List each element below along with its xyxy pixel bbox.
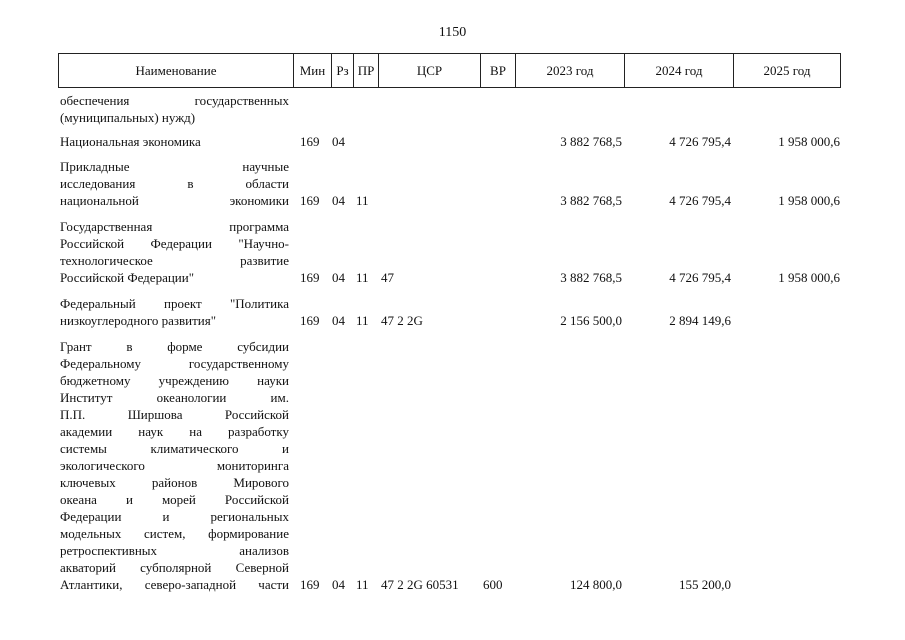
header-min: Мин [294, 54, 332, 87]
cell-2023: 2 156 500,0 [560, 313, 622, 328]
cell-min: 169 [300, 270, 320, 285]
row-name: Национальная экономика [60, 134, 201, 149]
cell-2023: 3 882 768,5 [560, 193, 622, 208]
cell-min: 169 [300, 577, 320, 592]
cell-min: 169 [300, 313, 320, 328]
header-2024: 2024 год [625, 54, 734, 87]
cell-min: 169 [300, 134, 320, 149]
cell-2023: 3 882 768,5 [560, 270, 622, 285]
cell-rz: 04 [332, 134, 345, 149]
cell-2025: 1 958 000,6 [778, 134, 840, 149]
cell-pr: 11 [356, 313, 369, 328]
header-vr: ВР [481, 54, 516, 87]
header-2023: 2023 год [516, 54, 625, 87]
cell-2023: 124 800,0 [570, 577, 622, 592]
cell-2024: 4 726 795,4 [669, 270, 731, 285]
header-csr: ЦСР [379, 54, 481, 87]
table-header [58, 53, 841, 88]
cell-csr: 47 2 2G [381, 313, 423, 328]
header-pr: ПР [354, 54, 379, 87]
header-2025: 2025 год [763, 62, 811, 78]
header-rz: Рз [332, 54, 354, 87]
cell-2023: 3 882 768,5 [560, 134, 622, 149]
cell-2025: 1 958 000,6 [778, 193, 840, 208]
page-number: 1150 [438, 25, 467, 40]
cell-rz: 04 [332, 577, 345, 592]
cell-pr: 11 [356, 577, 369, 592]
row-name: Государственная программа Российской Федерации "Научно- технологическое развитие Российской Федерации" [60, 219, 289, 285]
cell-2024: 4 726 795,4 [669, 193, 731, 208]
cell-rz: 04 [332, 313, 345, 328]
cell-2024: 155 200,0 [679, 577, 731, 592]
row-name: Федеральный проект "Политика низкоуглеродного развития" [60, 296, 289, 328]
cell-min: 169 [300, 193, 320, 208]
row-name: обеспечения государственных (муниципальных) нужд) [60, 93, 289, 125]
cell-pr: 11 [356, 270, 369, 285]
cell-2024: 4 726 795,4 [669, 134, 731, 149]
cell-csr: 47 [381, 270, 394, 285]
row-name: Грант в форме субсидии Федеральному государственному бюджетному учреждению науки Институт океанологии им. П.П. Ширшова Российской академии наук на разработку системы климатического и экологического мониторинга ключевых районов Мирового океана и морей Российской Федерации и региональных модельных систем, формирование ретроспективных анализов акваторий субполярной Северной Атлантики, северо-западной части [60, 339, 289, 592]
header-name: Наименование [59, 54, 294, 87]
cell-2025: 1 958 000,6 [778, 270, 840, 285]
cell-csr: 47 2 2G 60531 [381, 577, 459, 592]
cell-rz: 04 [332, 270, 345, 285]
cell-pr: 11 [356, 193, 369, 208]
cell-rz: 04 [332, 193, 345, 208]
cell-2024: 2 894 149,6 [669, 313, 731, 328]
row-name: Прикладные научные исследования в области национальной экономики [60, 159, 289, 208]
cell-vr: 600 [483, 577, 503, 592]
